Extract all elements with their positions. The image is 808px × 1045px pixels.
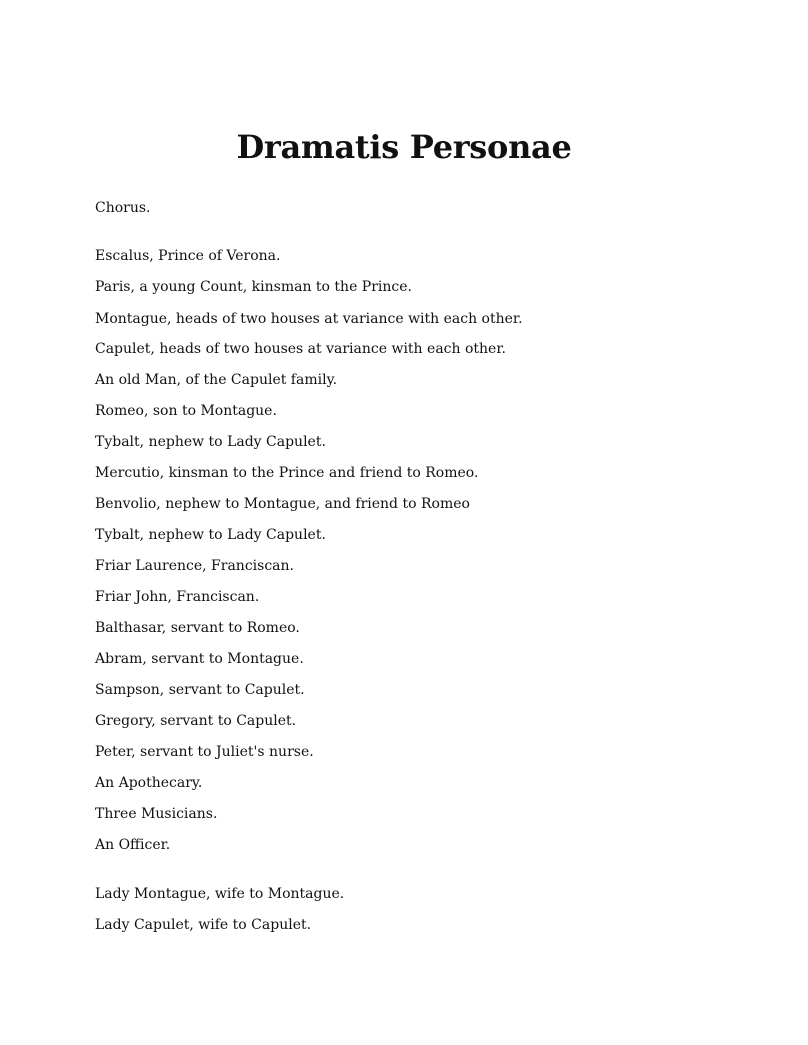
cast-line: An old Man, of the Capulet family.	[95, 372, 338, 388]
cast-line: Paris, a young Count, kinsman to the Prince.	[95, 279, 412, 295]
cast-line: Tybalt, nephew to Lady Capulet.	[95, 434, 326, 450]
cast-line: Benvolio, nephew to Montague, and friend to Romeo	[95, 496, 470, 512]
cast-line: Chorus.	[95, 200, 151, 216]
cast-line: Friar John, Franciscan.	[95, 589, 260, 605]
cast-line: Lady Capulet, wife to Capulet.	[95, 917, 312, 933]
cast-line: Capulet, heads of two houses at variance with each other.	[95, 341, 506, 357]
cast-line: An Officer.	[95, 837, 171, 853]
page-title: Dramatis Personae	[236, 128, 572, 166]
cast-line: Sampson, servant to Capulet.	[95, 682, 305, 698]
cast-line: Mercutio, kinsman to the Prince and friend to Romeo.	[95, 465, 479, 481]
cast-line: An Apothecary.	[95, 775, 203, 791]
cast-line: Three Musicians.	[95, 806, 218, 822]
cast-line: Friar Laurence, Franciscan.	[95, 558, 294, 574]
cast-line: Escalus, Prince of Verona.	[95, 248, 281, 264]
cast-line: Lady Montague, wife to Montague.	[95, 886, 345, 902]
cast-line: Romeo, son to Montague.	[95, 403, 277, 419]
cast-line: Montague, heads of two houses at variance with each other.	[95, 311, 523, 327]
cast-line: Balthasar, servant to Romeo.	[95, 620, 300, 636]
cast-line: Abram, servant to Montague.	[95, 651, 304, 667]
cast-line: Peter, servant to Juliet's nurse.	[95, 744, 314, 760]
cast-line: Gregory, servant to Capulet.	[95, 713, 297, 729]
cast-line: Tybalt, nephew to Lady Capulet.	[95, 527, 326, 543]
